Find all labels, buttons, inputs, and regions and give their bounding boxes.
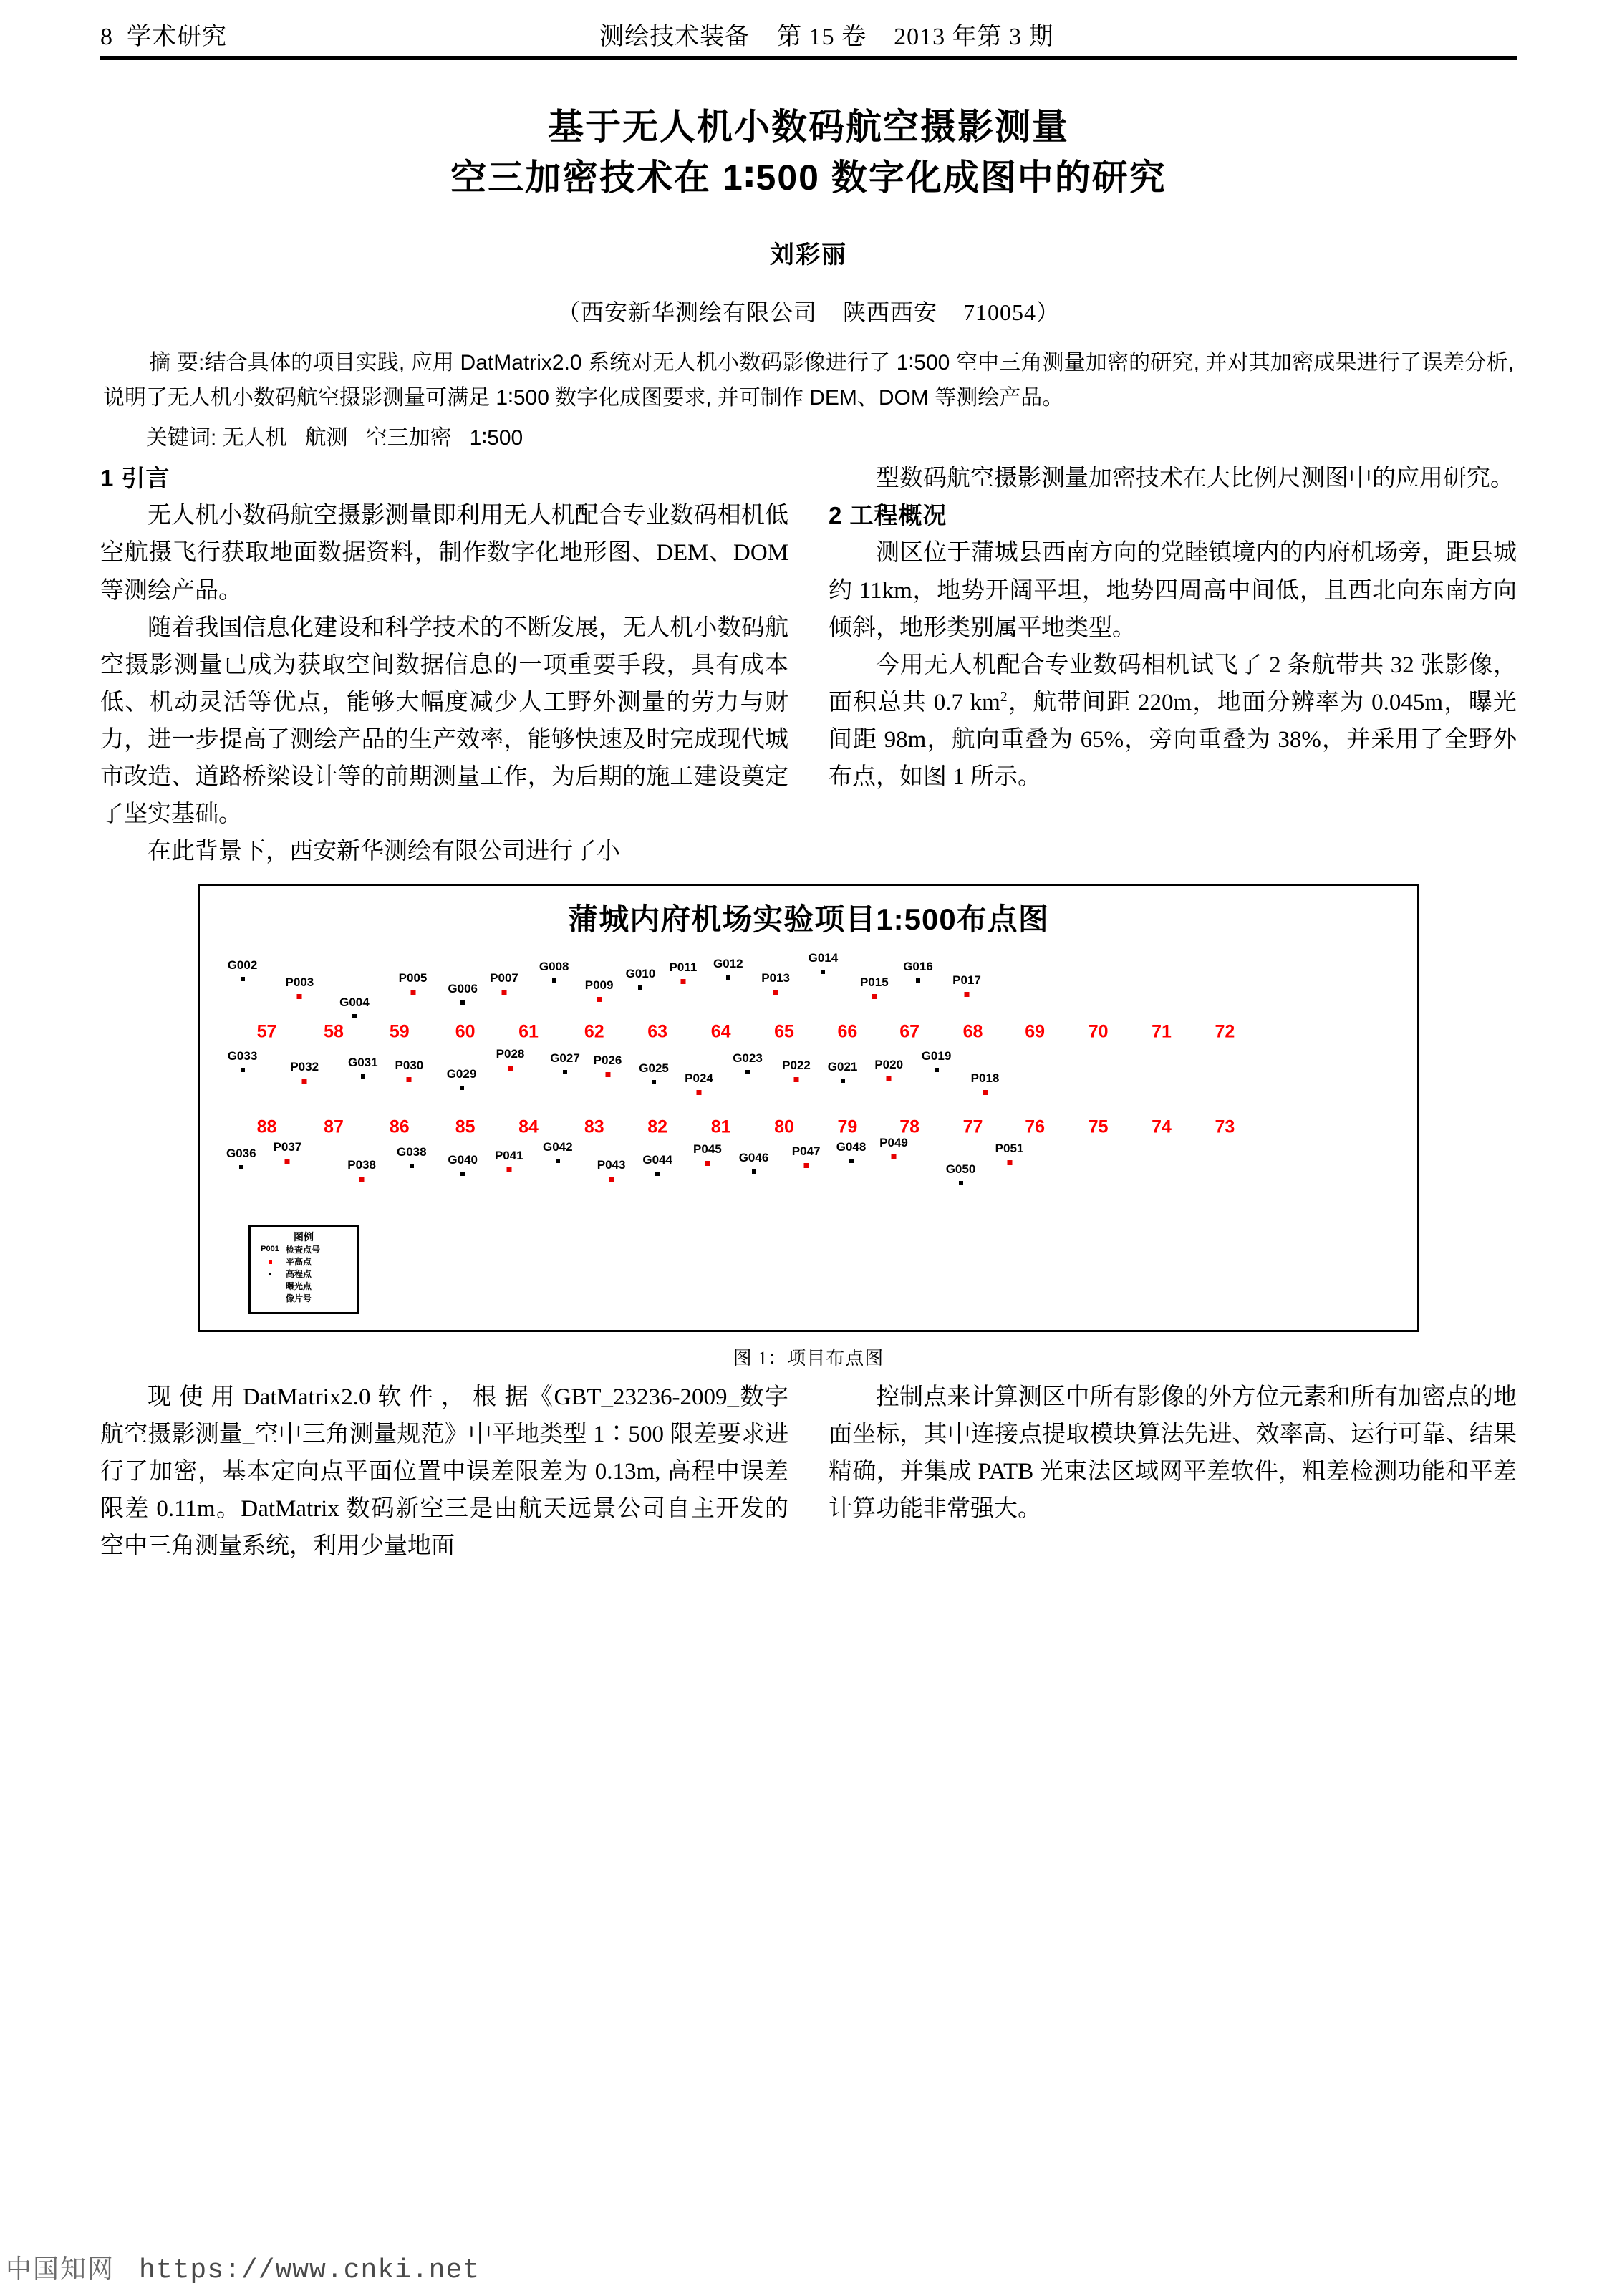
watermark-url: https://www.cnki.net: [139, 2255, 481, 2286]
figure-caption: 图 1：项目布点图: [733, 1347, 884, 1369]
legend-label: 检查点号: [286, 1244, 321, 1255]
elevation-point-marker-icon: [410, 1164, 414, 1168]
control-point-marker-icon: [407, 1077, 412, 1082]
elevation-point-marker-icon: [361, 1074, 365, 1079]
right-col-paragraph-3b: ，航带间距 220m，地面分辨率为 0.045m，曝光间距 98m，航向重叠为 65%，旁向重叠为 38%，并采用了全野外布点，如图 1 所示。: [829, 689, 1517, 791]
survey-point-label: G027: [550, 1051, 580, 1065]
survey-point-label: G019: [921, 1048, 952, 1063]
elevation-point-marker-icon: [556, 1159, 560, 1163]
control-point-marker-icon: [872, 994, 877, 999]
watermark-label: 中国知网: [6, 2254, 115, 2283]
left-col-paragraph-3: 在此背景下，西安新华测绘有限公司进行了小: [148, 839, 620, 865]
elevation-point-marker-icon: [849, 1159, 854, 1163]
photo-number-label: 78: [899, 1116, 919, 1137]
control-point-marker-icon: [506, 1167, 511, 1172]
photo-number-label: 67: [899, 1021, 919, 1042]
abstract-block: [100, 346, 1517, 415]
figure-frame: [198, 884, 1419, 1332]
survey-point-label: G021: [827, 1060, 858, 1074]
elevation-point-marker-icon: [638, 985, 642, 990]
elevation-point-marker-icon: [916, 978, 920, 983]
figure-legend: [248, 1225, 359, 1314]
control-point-marker-icon: [1007, 1160, 1012, 1165]
control-point-marker-icon: [597, 997, 602, 1002]
elevation-point-marker-icon: [726, 975, 730, 980]
header-rule: [100, 56, 1517, 60]
photo-number-label: 88: [256, 1116, 277, 1137]
photo-number-label: 65: [774, 1021, 794, 1042]
photo-number-label: 84: [518, 1116, 539, 1137]
photo-number-label: 80: [774, 1116, 794, 1137]
survey-point-label: P005: [398, 971, 428, 985]
survey-point-label: P032: [290, 1060, 319, 1074]
photo-number-label: 62: [584, 1021, 604, 1042]
elevation-point-marker-icon: [841, 1079, 845, 1083]
photo-number-label: 61: [518, 1021, 539, 1042]
photo-number-label: 60: [455, 1021, 476, 1042]
elevation-point-marker-icon: [652, 1080, 656, 1084]
legend-black-dot-icon: [269, 1273, 271, 1275]
survey-point-label: G008: [539, 959, 569, 973]
photo-number-label: 85: [455, 1116, 476, 1137]
photo-number-label: 59: [389, 1021, 410, 1042]
right-column: [829, 460, 1517, 870]
legend-row: [251, 1256, 357, 1268]
elevation-point-marker-icon: [460, 1172, 465, 1176]
survey-point-label: G006: [448, 981, 478, 995]
survey-point-label: P011: [669, 960, 698, 974]
right-col-paragraph-3: [829, 647, 1517, 796]
running-head-left: 8 学术研究: [100, 24, 227, 50]
legend-symbol-text: P001: [261, 1245, 279, 1254]
control-point-marker-icon: [508, 1066, 513, 1071]
control-point-marker-icon: [794, 1077, 799, 1082]
elevation-point-marker-icon: [241, 977, 245, 981]
legend-row: [251, 1244, 357, 1256]
bottom-right-paragraph-1: 控制点来计算测区中所有影像的外方位元素和所有加密点的地面坐标，其中连接点提取模块算法先进、效率高、运行可靠、结果精确，并集成 PATB 光束法区域网平差软件，粗差检测功能和平差计算功能非常强大。: [829, 1384, 1517, 1522]
photo-number-label: 71: [1152, 1021, 1172, 1042]
survey-point-label: G029: [446, 1066, 477, 1081]
right-col-paragraph-1: 型数码航空摄影测量加密技术在大比例尺测图中的应用研究。: [876, 466, 1514, 492]
legend-label: 曝光点: [286, 1280, 312, 1291]
survey-point-label: P030: [395, 1058, 424, 1073]
photo-number-label: 72: [1215, 1021, 1235, 1042]
photo-number-label: 66: [837, 1021, 858, 1042]
survey-point-label: P015: [859, 975, 889, 990]
elevation-point-marker-icon: [752, 1169, 756, 1174]
photo-number-label: 74: [1152, 1116, 1172, 1137]
keywords-line: 关键词: 无人机 航测 空三加密 1∶500: [146, 426, 523, 450]
photo-number-label: 57: [256, 1021, 277, 1042]
control-point-marker-icon: [302, 1079, 307, 1084]
survey-point-label: P041: [494, 1149, 523, 1163]
photo-number-label: 73: [1215, 1116, 1235, 1137]
survey-point-label: P049: [879, 1135, 908, 1149]
survey-point-label: G050: [945, 1162, 976, 1176]
elevation-point-marker-icon: [821, 970, 825, 974]
unit-superscript: 2: [1000, 688, 1008, 705]
elevation-point-marker-icon: [352, 1014, 357, 1018]
cnki-watermark: [0, 2249, 1617, 2286]
survey-point-label: G031: [348, 1056, 378, 1070]
photo-number-label: 82: [647, 1116, 668, 1137]
left-col-paragraph-2: 随着我国信息化建设和科学技术的不断发展，无人机小数码航空摄影测量已成为获取空间数据信息的一项重要手段，具有成本低、机动灵活等优点，能够大幅度减少人工野外测量的劳力与财力，进一步提高了测绘产品的生产效率，能够快速及时完成现代城市改造、道路桥梁设计等的前期测量工作，为后期的施工建设奠定了坚实基础。: [100, 614, 788, 828]
bottom-left-paragraph-1: 现 使 用 DatMatrix2.0 软 件 ， 根 据《GBT_23236-2009_数字航空摄影测量_空中三角测量规范》中平地类型 1∶500 限差要求进行了加密，基本定向点平面位置中误差限差为 0.13m, 高程中误差限差 0.11m。DatMatrix 数码新空三是由航天远景公司自主开发的空中三角测量系统，利用少量地面: [100, 1384, 788, 1560]
control-point-marker-icon: [502, 990, 507, 995]
elevation-point-marker-icon: [959, 1181, 963, 1185]
elevation-point-marker-icon: [241, 1068, 245, 1072]
body-columns-top: [100, 460, 1517, 870]
photo-number-label: 68: [962, 1021, 983, 1042]
legend-symbol: [254, 1260, 286, 1264]
right-col-paragraph-2: 测区位于蒲城县西南方向的党睦镇境内的内府机场旁，距县城约 11km，地势开阔平坦，地势四周高中间低，且西北向东南方向倾斜，地形类别属平地类型。: [829, 540, 1517, 641]
survey-point-label: P047: [791, 1144, 821, 1159]
survey-point-label: G002: [227, 958, 258, 972]
photo-number-label: 83: [584, 1116, 604, 1137]
control-point-marker-icon: [605, 1072, 610, 1077]
elevation-point-marker-icon: [745, 1070, 750, 1074]
photo-number-label: 58: [324, 1021, 344, 1042]
survey-point-label: G023: [733, 1051, 763, 1065]
bottom-right-column: [829, 1379, 1517, 1566]
control-point-marker-icon: [983, 1090, 988, 1095]
photo-number-label: 75: [1088, 1116, 1109, 1137]
survey-point-label: G044: [642, 1153, 672, 1167]
survey-point-label: P003: [285, 975, 314, 990]
abstract-paragraph: [103, 346, 1514, 415]
elevation-point-marker-icon: [552, 978, 556, 983]
survey-point-label: P009: [584, 978, 614, 992]
survey-point-label: P020: [874, 1058, 904, 1072]
left-column: [100, 460, 788, 870]
elevation-point-marker-icon: [563, 1070, 567, 1074]
section-heading-2: 2 工程概况: [829, 502, 947, 529]
survey-point-label: P051: [995, 1141, 1024, 1155]
legend-rows: [251, 1244, 357, 1305]
abstract-label: 摘 要:: [149, 351, 205, 375]
control-point-marker-icon: [803, 1163, 808, 1168]
photo-number-label: 79: [837, 1116, 858, 1137]
legend-red-dot-icon: [269, 1260, 272, 1264]
photo-number-label: 69: [1025, 1021, 1046, 1042]
page-title-line-1: 基于无人机小数码航空摄影测量: [548, 107, 1069, 147]
body-columns-bottom: [100, 1379, 1517, 1566]
survey-point-label: G016: [903, 959, 933, 973]
running-head: [100, 0, 1517, 52]
legend-row: [251, 1268, 357, 1280]
survey-point-label: G038: [397, 1144, 427, 1159]
title-block: [100, 102, 1517, 327]
left-col-paragraph-1: 无人机小数码航空摄影测量即利用无人机配合专业数码相机低空航摄飞行获取地面数据资料，制作数字化地形图、DEM、DOM 等测绘产品。: [100, 503, 788, 604]
photo-number-label: 63: [647, 1021, 668, 1042]
page-title-line-2: 空三加密技术在 1∶500 数字化成图中的研究: [450, 158, 1167, 198]
control-point-marker-icon: [359, 1177, 365, 1182]
survey-point-label: G048: [836, 1140, 867, 1154]
elevation-point-marker-icon: [655, 1172, 660, 1176]
elevation-point-marker-icon: [239, 1165, 243, 1169]
survey-point-label: P018: [970, 1071, 1000, 1085]
survey-point-label: G042: [543, 1139, 573, 1154]
legend-title: 图例: [294, 1230, 314, 1243]
author-affiliation: （西安新华测绘有限公司 陕西西安 710054）: [556, 299, 1060, 325]
survey-point-label: P017: [952, 973, 981, 988]
photo-number-label: 87: [324, 1116, 344, 1137]
legend-symbol: [254, 1273, 286, 1275]
figure-1: [100, 884, 1517, 1370]
survey-point-label: P045: [693, 1142, 722, 1156]
author-name: 刘彩丽: [770, 241, 847, 269]
elevation-point-marker-icon: [935, 1068, 939, 1072]
photo-number-label: 70: [1088, 1021, 1109, 1042]
survey-point-label: P024: [685, 1071, 713, 1085]
photo-number-label: 86: [389, 1116, 410, 1137]
survey-point-label: P013: [761, 971, 790, 985]
right-col-paragraph-3a: 今用无人机配合专业数码相机试飞了 2 条航带共 32 张影像，面积总共 0.7 km: [829, 652, 1517, 715]
control-point-marker-icon: [609, 1177, 614, 1182]
photo-number-label: 77: [962, 1116, 983, 1137]
control-point-marker-icon: [697, 1090, 702, 1095]
control-point-marker-icon: [680, 979, 685, 984]
survey-point-label: P043: [597, 1157, 626, 1172]
photo-number-label: 76: [1025, 1116, 1046, 1137]
legend-label: 像片号: [286, 1293, 312, 1303]
survey-point-label: G012: [713, 957, 743, 971]
control-point-marker-icon: [887, 1076, 892, 1081]
survey-point-label: P022: [782, 1058, 811, 1073]
control-point-marker-icon: [705, 1161, 710, 1166]
section-heading-1: 1 引言: [100, 465, 170, 492]
survey-point-label: G025: [639, 1061, 669, 1076]
photo-number-label: 81: [710, 1116, 731, 1137]
survey-point-label: G036: [226, 1147, 256, 1161]
survey-point-label: P038: [347, 1157, 376, 1172]
survey-point-label: G014: [808, 951, 839, 965]
bottom-left-column: [100, 1379, 788, 1566]
legend-row: [251, 1293, 357, 1305]
legend-row: [251, 1280, 357, 1293]
control-point-marker-icon: [892, 1154, 897, 1159]
survey-point-label: P028: [496, 1046, 525, 1061]
figure-inner-title: 蒲城内府机场实验项目1:500布点图: [568, 902, 1049, 936]
survey-point-label: G004: [339, 995, 370, 1010]
control-point-marker-icon: [285, 1159, 290, 1164]
control-point-marker-icon: [965, 992, 970, 997]
control-point-marker-icon: [410, 990, 415, 995]
survey-point-label: P007: [490, 971, 518, 985]
survey-point-label: G010: [625, 967, 656, 981]
running-head-center: 测绘技术装备 第 15 卷 2013 年第 3 期: [599, 24, 1054, 50]
control-point-marker-icon: [297, 994, 302, 999]
survey-point-label: G033: [227, 1048, 258, 1063]
survey-point-label: P037: [273, 1139, 302, 1154]
legend-label: 平高点: [286, 1256, 312, 1267]
survey-point-label: G040: [448, 1153, 478, 1167]
elevation-point-marker-icon: [460, 1000, 465, 1005]
control-point-marker-icon: [773, 990, 778, 995]
legend-label: 高程点: [286, 1268, 312, 1279]
photo-number-label: 64: [710, 1021, 731, 1042]
survey-point-label: P026: [593, 1053, 622, 1067]
abstract-text: 结合具体的项目实践, 应用 DatMatrix2.0 系统对无人机小数码影像进行了 1∶500 空中三角测量加密的研究, 并对其加密成果进行了误差分析, 说明了无人机小数码航空摄影测量可满足 1∶500 数字化成图要求, 并可制作 DEM、DOM 等测绘产品。: [103, 351, 1514, 410]
elevation-point-marker-icon: [460, 1086, 464, 1090]
survey-point-label: G046: [738, 1151, 769, 1165]
